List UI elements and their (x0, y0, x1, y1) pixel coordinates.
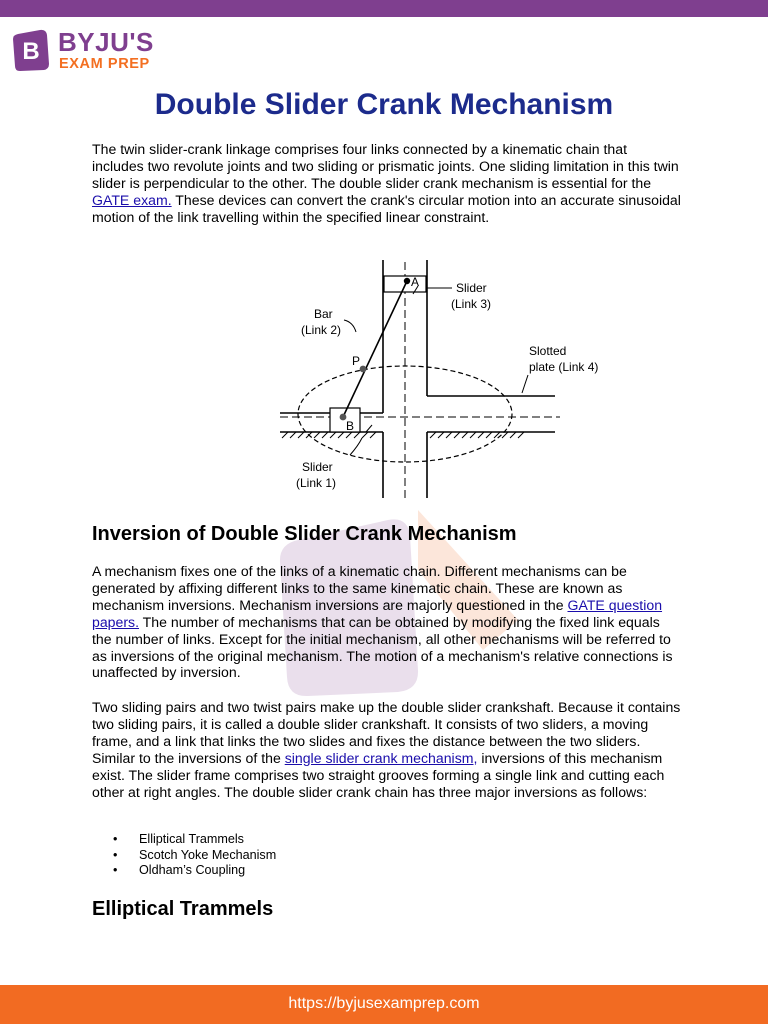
footer-url-link[interactable]: https://byjusexamprep.com (288, 995, 480, 1012)
leader-bar (344, 320, 356, 332)
label-slider1: Slider (302, 460, 333, 474)
leader-slider1 (350, 438, 362, 455)
intro-text-2: These devices can convert the crank's circular motion into an accurate sinusoidal motion of the link travelling within the specified linear constraint. (92, 191, 681, 225)
inversion-text-2: The number of mechanisms that can be obtained by modifying the fixed link equals the number of links. Except for the initial mechanism, all other mechanisms will be referred to as inversions of the original mechanism. The motion of a mechanism's relative connections is unaffected by inversion. (92, 613, 673, 681)
list-item: • Oldham’s Coupling (92, 863, 276, 879)
list-item: • Scotch Yoke Mechanism (92, 848, 276, 864)
label-slider3-link: (Link 3) (451, 297, 492, 311)
bar-link-2 (343, 281, 407, 417)
footer-bar (0, 985, 768, 1024)
label-point-p: P (352, 354, 361, 368)
badge-letter: B (22, 38, 40, 65)
gate-exam-link[interactable]: GATE exam. (92, 191, 172, 208)
label-slotted: Slotted (529, 344, 567, 358)
inversions-list (92, 832, 276, 879)
brand-name: BYJU'S (58, 27, 154, 57)
label-point-a: A (411, 275, 420, 289)
crankshaft-text-1: Two sliding pairs and two twist pairs make up the double slider crankshaft. Because it contains two sliding pairs, it is called a double slider crankshaft. It consists of two sliders, a moving frame, and a link that links the two slides and fixes the distance between the two sliders. Similar to the inversions of the (92, 699, 681, 766)
list-item: • Elliptical Trammels (92, 832, 276, 848)
byjus-badge-icon (12, 28, 50, 72)
section-heading-elliptical-trammels: Elliptical Trammels (92, 898, 274, 920)
crankshaft-text-2: inversions of this mechanism exist. The slider frame comprises two straight grooves forming a single link and cutting each other at right angles. The double slider crank chain has three major inversions as follows: (92, 749, 665, 800)
label-slider1-link: (Link 1) (296, 476, 337, 490)
ground-hatching (282, 432, 524, 438)
label-bar-link: (Link 2) (301, 323, 342, 337)
crankshaft-paragraph (92, 699, 682, 800)
label-bar: Bar (314, 307, 333, 321)
label-slotted-link: plate (Link 4) (529, 360, 599, 374)
label-slider3: Slider (456, 281, 487, 295)
double-slider-diagram (270, 250, 630, 500)
page-title: Double Slider Crank Mechanism (154, 88, 614, 121)
inversion-paragraph (92, 563, 682, 681)
intro-paragraph (92, 141, 682, 226)
top-accent-bar (0, 0, 768, 17)
brand-tagline: EXAM PREP (59, 56, 150, 72)
section-heading-inversion: Inversion of Double Slider Crank Mechanism (92, 523, 517, 545)
label-point-b: B (346, 419, 355, 433)
single-slider-crank-link[interactable]: single slider crank mechanism, (284, 749, 478, 766)
joint-a (404, 278, 410, 284)
arrow-b (366, 425, 372, 432)
inversion-text-1: A mechanism fixes one of the links of a kinematic chain. Different mechanisms can be generated by affixing different links to the same kinematic chain. These are known as mechanism inversions. Mechanism inversions are majorly questioned in the (92, 563, 627, 613)
gate-question-papers-link[interactable]: GATE question papers. (92, 596, 663, 630)
intro-text-1: The twin slider-crank linkage comprises four links connected by a kinematic chain that includes two revolute joints and two sliding or prismatic joints. One sliding limitation in this twin slider is perpendicular to the other. The double slider crank mechanism is essential for the (92, 141, 679, 191)
joint-p (360, 366, 367, 373)
leader-slotted (522, 375, 528, 393)
